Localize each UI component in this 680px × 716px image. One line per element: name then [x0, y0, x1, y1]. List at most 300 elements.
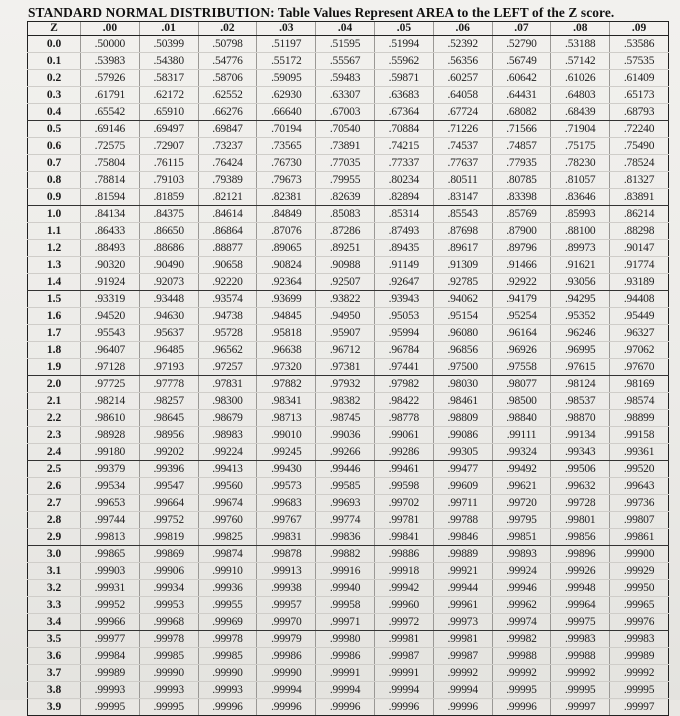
area-value-cell: .99856: [551, 529, 610, 546]
area-value-cell: .98537: [551, 393, 610, 410]
column-header: .09: [610, 22, 669, 36]
area-value-cell: .99953: [139, 597, 198, 614]
area-value-cell: .99286: [374, 444, 433, 461]
area-value-cell: .76115: [139, 155, 198, 172]
area-value-cell: .95352: [551, 308, 610, 325]
area-value-cell: .99981: [374, 631, 433, 648]
area-value-cell: .99711: [433, 495, 492, 512]
area-value-cell: .99324: [492, 444, 551, 461]
area-value-cell: .93056: [551, 274, 610, 291]
area-value-cell: .99836: [316, 529, 375, 546]
area-value-cell: .93574: [198, 291, 257, 308]
area-value-cell: .99224: [198, 444, 257, 461]
area-value-cell: .99896: [551, 546, 610, 563]
area-value-cell: .99952: [81, 597, 140, 614]
column-header: .02: [198, 22, 257, 36]
area-value-cell: .99990: [198, 665, 257, 682]
area-value-cell: .99430: [257, 461, 316, 478]
table-row: [28, 325, 669, 342]
area-value-cell: .73237: [198, 138, 257, 155]
area-value-cell: .97257: [198, 359, 257, 376]
area-value-cell: .99987: [374, 648, 433, 665]
area-value-cell: .58706: [198, 70, 257, 87]
area-value-cell: .99547: [139, 478, 198, 495]
area-value-cell: .55567: [316, 53, 375, 70]
z-value-cell: 1.8: [28, 342, 81, 359]
area-value-cell: .67724: [433, 104, 492, 121]
area-value-cell: .99010: [257, 427, 316, 444]
area-value-cell: .99989: [610, 648, 669, 665]
area-value-cell: .98214: [81, 393, 140, 410]
z-value-cell: 2.2: [28, 410, 81, 427]
table-row: [28, 546, 669, 563]
area-value-cell: .91621: [551, 257, 610, 274]
area-value-cell: .99995: [81, 699, 140, 716]
area-value-cell: .99111: [492, 427, 551, 444]
area-value-cell: .99134: [551, 427, 610, 444]
area-value-cell: .99984: [81, 648, 140, 665]
area-value-cell: .84614: [198, 206, 257, 223]
z-value-cell: 3.4: [28, 614, 81, 631]
area-value-cell: .86433: [81, 223, 140, 240]
area-value-cell: .99964: [551, 597, 610, 614]
area-value-cell: .68082: [492, 104, 551, 121]
area-value-cell: .96562: [198, 342, 257, 359]
area-value-cell: .78814: [81, 172, 140, 189]
area-value-cell: .97062: [610, 342, 669, 359]
area-value-cell: .55172: [257, 53, 316, 70]
area-value-cell: .99061: [374, 427, 433, 444]
area-value-cell: .98422: [374, 393, 433, 410]
z-column-header: Z: [28, 22, 81, 36]
area-value-cell: .99598: [374, 478, 433, 495]
area-value-cell: .99720: [492, 495, 551, 512]
table-row: [28, 53, 669, 70]
area-value-cell: .66640: [257, 104, 316, 121]
area-value-cell: .92647: [374, 274, 433, 291]
table-body: [28, 36, 669, 716]
area-value-cell: .99994: [316, 682, 375, 699]
table-row: [28, 240, 669, 257]
area-value-cell: .77337: [374, 155, 433, 172]
area-value-cell: .89435: [374, 240, 433, 257]
area-value-cell: .99846: [433, 529, 492, 546]
area-value-cell: .99693: [316, 495, 375, 512]
area-value-cell: .99869: [139, 546, 198, 563]
table-row: [28, 342, 669, 359]
area-value-cell: .99957: [257, 597, 316, 614]
area-value-cell: .82639: [316, 189, 375, 206]
area-value-cell: .88298: [610, 223, 669, 240]
page-title: STANDARD NORMAL DISTRIBUTION: Table Values Represent AREA to the LEFT of the Z score.: [28, 5, 615, 20]
area-value-cell: .99993: [81, 682, 140, 699]
table-row: [28, 172, 669, 189]
z-value-cell: 0.6: [28, 138, 81, 155]
area-value-cell: .99976: [610, 614, 669, 631]
area-value-cell: .99991: [316, 665, 375, 682]
area-value-cell: .97381: [316, 359, 375, 376]
area-value-cell: .50798: [198, 36, 257, 53]
area-value-cell: .98745: [316, 410, 375, 427]
area-value-cell: .99767: [257, 512, 316, 529]
area-value-cell: .99983: [551, 631, 610, 648]
area-value-cell: .99980: [316, 631, 375, 648]
area-value-cell: .97831: [198, 376, 257, 393]
table-row: [28, 699, 669, 716]
area-value-cell: .99950: [610, 580, 669, 597]
area-value-cell: .96638: [257, 342, 316, 359]
area-value-cell: .77637: [433, 155, 492, 172]
area-value-cell: .71904: [551, 121, 610, 138]
area-value-cell: .99585: [316, 478, 375, 495]
area-value-cell: .99396: [139, 461, 198, 478]
area-value-cell: .99948: [551, 580, 610, 597]
area-value-cell: .75175: [551, 138, 610, 155]
area-value-cell: .99995: [492, 682, 551, 699]
area-value-cell: .66276: [198, 104, 257, 121]
area-value-cell: .97615: [551, 359, 610, 376]
table-row: [28, 138, 669, 155]
area-value-cell: .77035: [316, 155, 375, 172]
area-value-cell: .99534: [81, 478, 140, 495]
area-value-cell: .85993: [551, 206, 610, 223]
area-value-cell: .99936: [198, 580, 257, 597]
area-value-cell: .69847: [198, 121, 257, 138]
area-value-cell: .56356: [433, 53, 492, 70]
area-value-cell: .91309: [433, 257, 492, 274]
area-value-cell: .68439: [551, 104, 610, 121]
area-value-cell: .99305: [433, 444, 492, 461]
area-value-cell: .99795: [492, 512, 551, 529]
area-value-cell: .90147: [610, 240, 669, 257]
area-value-cell: .99992: [492, 665, 551, 682]
area-value-cell: .99996: [374, 699, 433, 716]
area-value-cell: .86214: [610, 206, 669, 223]
area-value-cell: .54380: [139, 53, 198, 70]
area-value-cell: .81327: [610, 172, 669, 189]
z-value-cell: 2.8: [28, 512, 81, 529]
area-value-cell: .52790: [492, 36, 551, 53]
area-value-cell: .98778: [374, 410, 433, 427]
table-row: [28, 104, 669, 121]
area-value-cell: .98077: [492, 376, 551, 393]
table-row: [28, 597, 669, 614]
area-value-cell: .99996: [433, 699, 492, 716]
area-value-cell: .99702: [374, 495, 433, 512]
area-value-cell: .88493: [81, 240, 140, 257]
area-value-cell: .99774: [316, 512, 375, 529]
area-value-cell: .99744: [81, 512, 140, 529]
table-row: [28, 359, 669, 376]
area-value-cell: .99994: [374, 682, 433, 699]
area-value-cell: .99889: [433, 546, 492, 563]
area-value-cell: .88877: [198, 240, 257, 257]
area-value-cell: .96164: [492, 325, 551, 342]
area-value-cell: .99653: [81, 495, 140, 512]
area-value-cell: .94520: [81, 308, 140, 325]
table-row: [28, 529, 669, 546]
z-value-cell: 2.4: [28, 444, 81, 461]
area-value-cell: .80234: [374, 172, 433, 189]
area-value-cell: .99736: [610, 495, 669, 512]
area-value-cell: .99985: [139, 648, 198, 665]
area-value-cell: .74857: [492, 138, 551, 155]
area-value-cell: .99851: [492, 529, 551, 546]
area-value-cell: .99985: [198, 648, 257, 665]
area-value-cell: .98840: [492, 410, 551, 427]
z-value-cell: 0.0: [28, 36, 81, 53]
area-value-cell: .57142: [551, 53, 610, 70]
table-row: [28, 189, 669, 206]
area-value-cell: .60642: [492, 70, 551, 87]
area-value-cell: .97778: [139, 376, 198, 393]
area-value-cell: .92785: [433, 274, 492, 291]
z-value-cell: 2.0: [28, 376, 81, 393]
column-header: .03: [257, 22, 316, 36]
area-value-cell: .79673: [257, 172, 316, 189]
area-value-cell: .95637: [139, 325, 198, 342]
area-value-cell: .83891: [610, 189, 669, 206]
area-value-cell: .99900: [610, 546, 669, 563]
area-value-cell: .70884: [374, 121, 433, 138]
area-value-cell: .99993: [198, 682, 257, 699]
area-value-cell: .98713: [257, 410, 316, 427]
area-value-cell: .81859: [139, 189, 198, 206]
table-row: [28, 563, 669, 580]
area-value-cell: .97320: [257, 359, 316, 376]
area-value-cell: .99910: [198, 563, 257, 580]
area-value-cell: .88100: [551, 223, 610, 240]
table-row: [28, 87, 669, 104]
area-value-cell: .79955: [316, 172, 375, 189]
area-value-cell: .61026: [551, 70, 610, 87]
area-value-cell: .98300: [198, 393, 257, 410]
area-value-cell: .90988: [316, 257, 375, 274]
area-value-cell: .97982: [374, 376, 433, 393]
z-value-cell: 0.8: [28, 172, 81, 189]
column-header: .06: [433, 22, 492, 36]
area-value-cell: .62930: [257, 87, 316, 104]
table-row: [28, 682, 669, 699]
area-value-cell: .99934: [139, 580, 198, 597]
area-value-cell: .99861: [610, 529, 669, 546]
area-value-cell: .99994: [433, 682, 492, 699]
area-value-cell: .82894: [374, 189, 433, 206]
area-value-cell: .99202: [139, 444, 198, 461]
area-value-cell: .99929: [610, 563, 669, 580]
area-value-cell: .73891: [316, 138, 375, 155]
z-value-cell: 3.8: [28, 682, 81, 699]
area-value-cell: .76730: [257, 155, 316, 172]
area-value-cell: .67003: [316, 104, 375, 121]
z-value-cell: 1.0: [28, 206, 81, 223]
area-value-cell: .93699: [257, 291, 316, 308]
area-value-cell: .51197: [257, 36, 316, 53]
area-value-cell: .98610: [81, 410, 140, 427]
z-value-cell: 1.5: [28, 291, 81, 308]
area-value-cell: .93319: [81, 291, 140, 308]
area-value-cell: .99506: [551, 461, 610, 478]
area-value-cell: .83646: [551, 189, 610, 206]
area-value-cell: .50399: [139, 36, 198, 53]
table-row: [28, 376, 669, 393]
table-row: [28, 308, 669, 325]
table-row: [28, 121, 669, 138]
area-value-cell: .97882: [257, 376, 316, 393]
z-value-cell: 1.1: [28, 223, 81, 240]
area-value-cell: .93448: [139, 291, 198, 308]
area-value-cell: .99036: [316, 427, 375, 444]
area-value-cell: .98574: [610, 393, 669, 410]
area-value-cell: .99995: [610, 682, 669, 699]
table-row: [28, 393, 669, 410]
area-value-cell: .99989: [81, 665, 140, 682]
area-value-cell: .99955: [198, 597, 257, 614]
z-value-cell: 3.0: [28, 546, 81, 563]
area-value-cell: .70540: [316, 121, 375, 138]
area-value-cell: .99946: [492, 580, 551, 597]
area-value-cell: .72240: [610, 121, 669, 138]
area-value-cell: .68793: [610, 104, 669, 121]
area-value-cell: .97128: [81, 359, 140, 376]
area-value-cell: .67364: [374, 104, 433, 121]
table-row: [28, 614, 669, 631]
z-value-cell: 0.9: [28, 189, 81, 206]
area-value-cell: .78230: [551, 155, 610, 172]
area-value-cell: .99086: [433, 427, 492, 444]
area-value-cell: .99995: [139, 699, 198, 716]
area-value-cell: .97932: [316, 376, 375, 393]
table-row: [28, 70, 669, 87]
area-value-cell: .99752: [139, 512, 198, 529]
area-value-cell: .84134: [81, 206, 140, 223]
table-row: [28, 478, 669, 495]
area-value-cell: .99931: [81, 580, 140, 597]
area-value-cell: .98928: [81, 427, 140, 444]
area-value-cell: .99991: [374, 665, 433, 682]
z-value-cell: 2.3: [28, 427, 81, 444]
area-value-cell: .99906: [139, 563, 198, 580]
z-value-cell: 2.5: [28, 461, 81, 478]
area-value-cell: .96327: [610, 325, 669, 342]
area-value-cell: .85083: [316, 206, 375, 223]
area-value-cell: .97558: [492, 359, 551, 376]
area-value-cell: .91924: [81, 274, 140, 291]
z-value-cell: 1.7: [28, 325, 81, 342]
z-value-cell: 3.1: [28, 563, 81, 580]
area-value-cell: .99958: [316, 597, 375, 614]
area-value-cell: .65910: [139, 104, 198, 121]
area-value-cell: .51994: [374, 36, 433, 53]
area-value-cell: .94179: [492, 291, 551, 308]
area-value-cell: .59483: [316, 70, 375, 87]
area-value-cell: .74537: [433, 138, 492, 155]
area-value-cell: .69497: [139, 121, 198, 138]
area-value-cell: .87698: [433, 223, 492, 240]
area-value-cell: .59871: [374, 70, 433, 87]
area-value-cell: .99987: [433, 648, 492, 665]
z-value-cell: 0.5: [28, 121, 81, 138]
area-value-cell: .71226: [433, 121, 492, 138]
area-value-cell: .99477: [433, 461, 492, 478]
area-value-cell: .82381: [257, 189, 316, 206]
area-value-cell: .99975: [551, 614, 610, 631]
area-value-cell: .95907: [316, 325, 375, 342]
area-value-cell: .99940: [316, 580, 375, 597]
area-value-cell: .97193: [139, 359, 198, 376]
z-value-cell: 2.6: [28, 478, 81, 495]
area-value-cell: .99978: [198, 631, 257, 648]
area-value-cell: .54776: [198, 53, 257, 70]
area-value-cell: .99978: [139, 631, 198, 648]
area-value-cell: .63307: [316, 87, 375, 104]
area-value-cell: .87286: [316, 223, 375, 240]
area-value-cell: .90824: [257, 257, 316, 274]
z-value-cell: 0.4: [28, 104, 81, 121]
area-value-cell: .91149: [374, 257, 433, 274]
area-value-cell: .79103: [139, 172, 198, 189]
area-value-cell: .83147: [433, 189, 492, 206]
area-value-cell: .96926: [492, 342, 551, 359]
area-value-cell: .99379: [81, 461, 140, 478]
area-value-cell: .99573: [257, 478, 316, 495]
area-value-cell: .99492: [492, 461, 551, 478]
area-value-cell: .69146: [81, 121, 140, 138]
z-value-cell: 0.7: [28, 155, 81, 172]
area-value-cell: .87900: [492, 223, 551, 240]
area-value-cell: .99813: [81, 529, 140, 546]
area-value-cell: .95053: [374, 308, 433, 325]
area-value-cell: .99781: [374, 512, 433, 529]
area-value-cell: .99977: [81, 631, 140, 648]
area-value-cell: .96712: [316, 342, 375, 359]
area-value-cell: .80511: [433, 172, 492, 189]
area-value-cell: .71566: [492, 121, 551, 138]
area-value-cell: .90320: [81, 257, 140, 274]
area-value-cell: .99621: [492, 478, 551, 495]
area-value-cell: .99986: [316, 648, 375, 665]
area-value-cell: .82121: [198, 189, 257, 206]
area-value-cell: .51595: [316, 36, 375, 53]
area-value-cell: .99986: [257, 648, 316, 665]
area-value-cell: .99966: [81, 614, 140, 631]
area-value-cell: .94630: [139, 308, 198, 325]
area-value-cell: .99962: [492, 597, 551, 614]
table-row: [28, 36, 669, 53]
area-value-cell: .99918: [374, 563, 433, 580]
area-value-cell: .52392: [433, 36, 492, 53]
area-value-cell: .98679: [198, 410, 257, 427]
z-value-cell: 1.9: [28, 359, 81, 376]
area-value-cell: .99921: [433, 563, 492, 580]
area-value-cell: .59095: [257, 70, 316, 87]
area-value-cell: .99560: [198, 478, 257, 495]
area-value-cell: .99993: [139, 682, 198, 699]
area-value-cell: .99903: [81, 563, 140, 580]
area-value-cell: .57535: [610, 53, 669, 70]
area-value-cell: .93943: [374, 291, 433, 308]
area-value-cell: .99825: [198, 529, 257, 546]
area-value-cell: .64058: [433, 87, 492, 104]
area-value-cell: .99995: [551, 682, 610, 699]
area-value-cell: .84375: [139, 206, 198, 223]
area-value-cell: .99992: [551, 665, 610, 682]
area-value-cell: .86864: [198, 223, 257, 240]
area-value-cell: .99996: [316, 699, 375, 716]
area-value-cell: .99972: [374, 614, 433, 631]
area-value-cell: .99926: [551, 563, 610, 580]
area-value-cell: .64803: [551, 87, 610, 104]
